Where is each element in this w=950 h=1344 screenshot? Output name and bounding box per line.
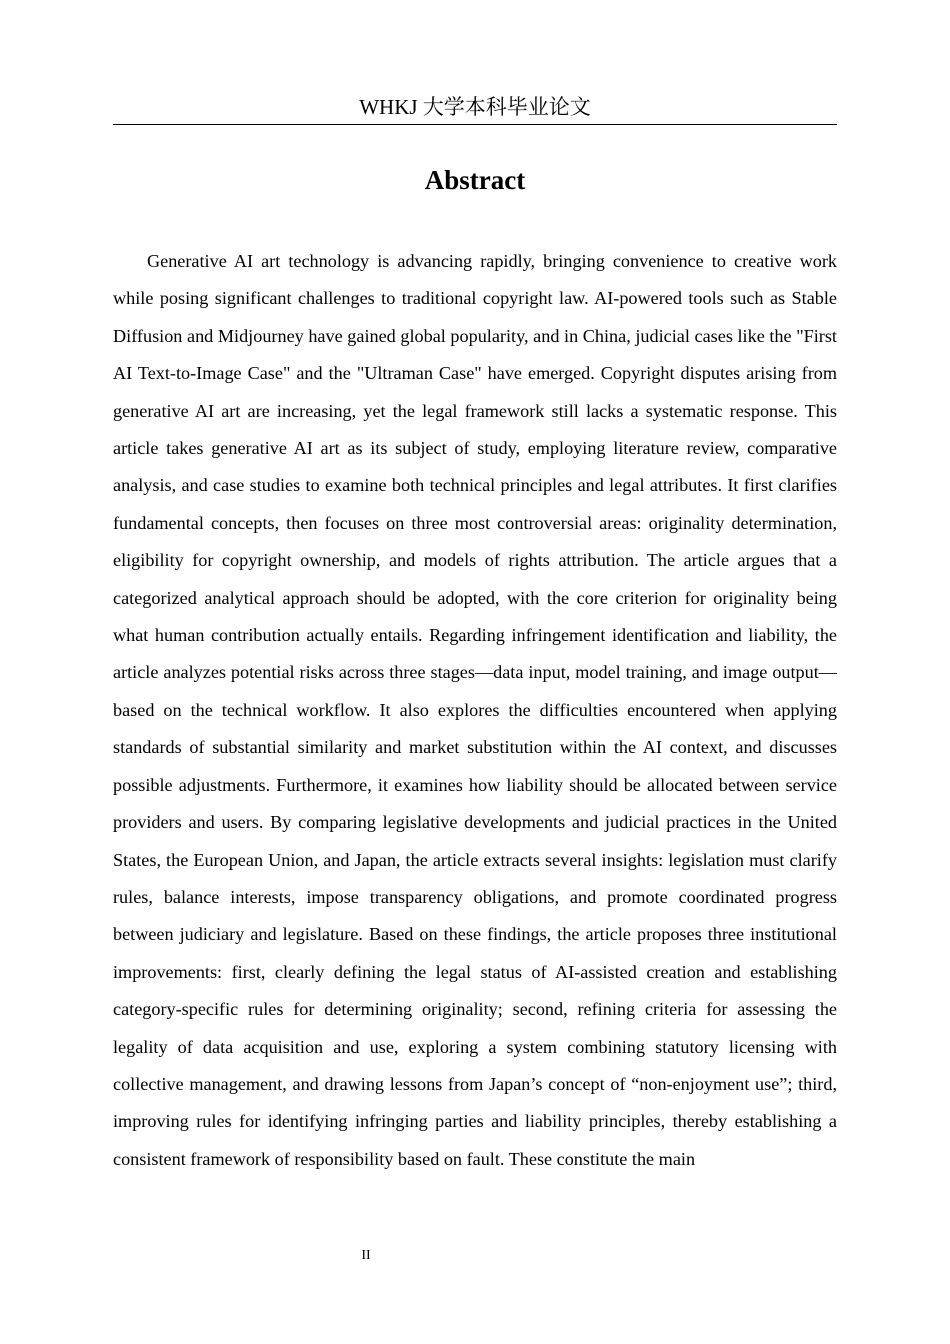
- header-title: WHKJ 大学本科毕业论文: [359, 95, 591, 119]
- page-number: II: [361, 1248, 371, 1263]
- abstract-title: Abstract: [424, 165, 526, 195]
- running-header: [113, 92, 837, 125]
- abstract-body: Generative AI art technology is advancing rapidly, bringing convenience to creative work while posing significant challenges to traditional copyright law. AI-powered tools such as Stable Diffusion and Midjourney have gained global popularity, and in China, judicial cases like the "First AI Text-to-Image Case" and the "Ultraman Case" have emerged. Copyright disputes arising from generative AI art are increasing, yet the legal framework still lacks a systematic response. This article takes generative AI art as its subject of study, employing literature review, comparative analysis, and case studies to examine both technical principles and legal attributes. It first clarifies fundamental concepts, then focuses on three most controversial areas: originality determination, eligibility for copyright ownership, and models of rights attribution. The article argues that a categorized analytical approach should be adopted, with the core criterion for originality being what human contribution actually entails. Regarding infringement identification and liability, the article analyzes potential risks across three stages—data input, model training, and image output—based on the technical workflow. It also explores the difficulties encountered when applying standards of substantial similarity and market substitution within the AI context, and discusses possible adjustments. Furthermore, it examines how liability should be allocated between service providers and users. By comparing legislative developments and judicial practices in the United States, the European Union, and Japan, the article extracts several insights: legislation must clarify rules, balance interests, impose transparency obligations, and promote coordinated progress between judiciary and legislature. Based on these findings, the article proposes three institutional improvements: first, clearly defining the legal status of AI-assisted creation and establishing category-specific rules for determining originality; second, refining criteria for assessing the legality of data acquisition and use, exploring a system combining statutory licensing with collective management, and drawing lessons from Japan’s concept of “non-enjoyment use”; third, improving rules for identifying infringing parties and liability principles, thereby establishing a consistent framework of responsibility based on fault. These constitute the main: [113, 251, 837, 1169]
